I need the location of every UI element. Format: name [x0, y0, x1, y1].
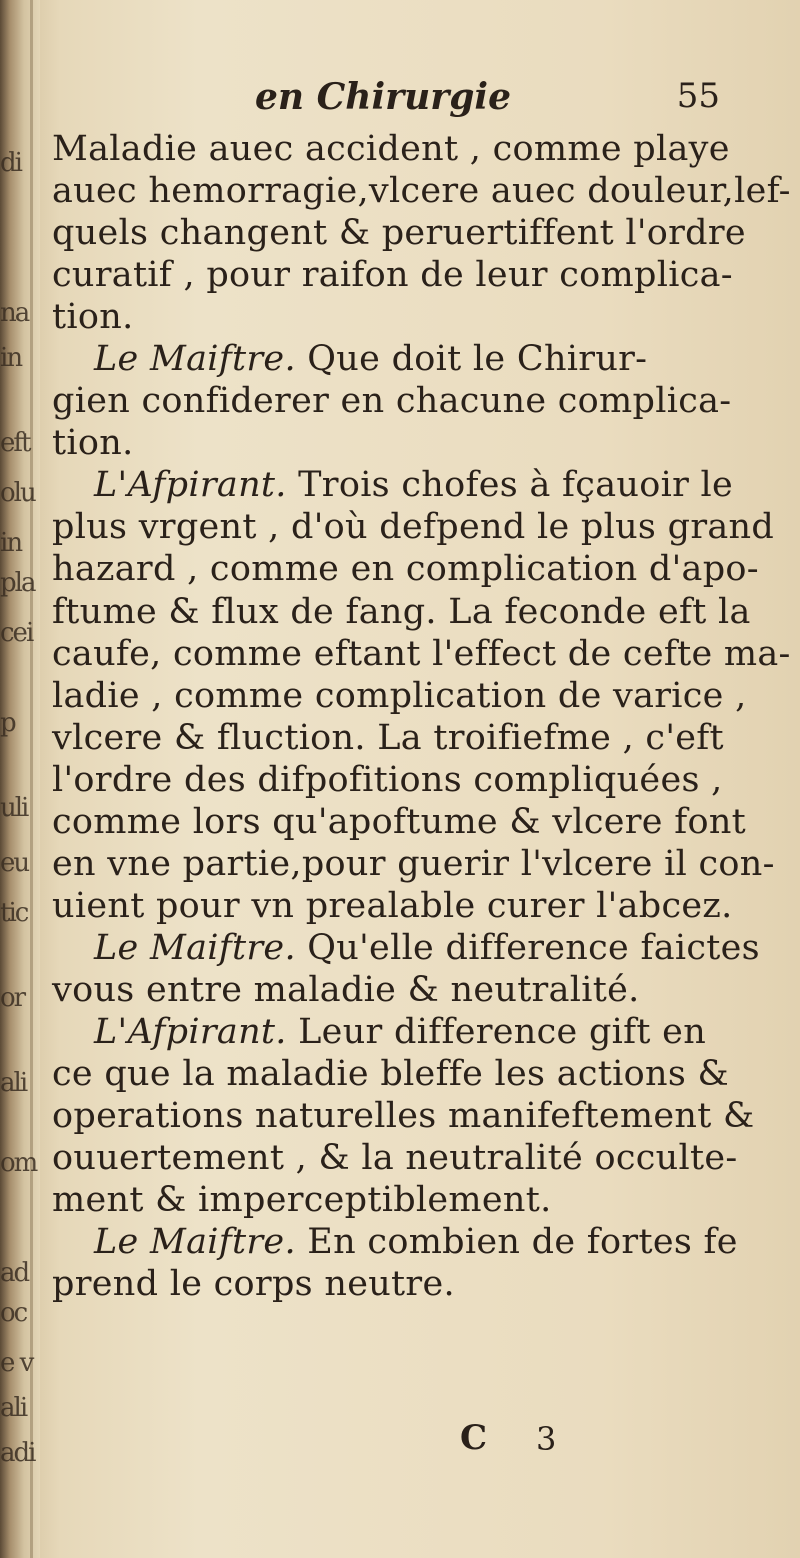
gutter-fragment: eft	[0, 428, 30, 458]
gutter-fragment: na	[0, 298, 29, 328]
gutter-fragment: om	[0, 1148, 37, 1178]
text-line	[52, 675, 747, 717]
line-text: ftume & flux de fang. La feconde eft la	[52, 591, 751, 632]
line-text: ment & imperceptiblement.	[52, 1180, 552, 1221]
text-line	[52, 1221, 738, 1263]
text-line	[52, 969, 712, 1011]
body-text	[52, 128, 791, 1305]
line-text: caufe, comme eftant l'effect de cefte ma-	[52, 633, 791, 674]
gutter-fragment: cei	[0, 618, 33, 648]
line-text: curatif , pour raifon de leur complica-	[52, 255, 733, 296]
page-number: 55	[676, 76, 720, 116]
line-text: auec hemorragie,vlcere auec douleur,lef-	[52, 171, 791, 212]
speaker-label: L'Afpirant.	[94, 1011, 287, 1052]
text-line	[52, 1263, 712, 1305]
line-text: Maladie auec accident , comme playe	[52, 129, 730, 169]
gutter-fragment: p	[0, 708, 15, 738]
text-line	[52, 633, 791, 675]
line-text: tion.	[52, 297, 134, 338]
text-line	[52, 591, 751, 633]
running-title: en Chirurgie	[255, 76, 511, 118]
gutter-fragment: in	[0, 528, 22, 558]
line-text: plus vrgent , d'où defpend le plus grand	[52, 507, 775, 548]
line-text: ce que la maladie bleffe les actions &	[52, 1054, 729, 1095]
line-text: hazard , comme en complication d'apo-	[52, 549, 759, 590]
page-header	[60, 76, 720, 126]
text-line	[52, 464, 734, 506]
line-text: vlcere & fluction. La troifiefme , c'eft	[52, 717, 724, 758]
text-line	[52, 1053, 729, 1095]
signature-number: 3	[536, 1420, 557, 1458]
text-line	[52, 128, 730, 170]
speaker-label: L'Afpirant.	[94, 465, 287, 506]
spine-shadow	[30, 0, 33, 1558]
speaker-label: Le Maiftre.	[94, 1222, 296, 1263]
gutter-fragment: eu	[0, 848, 29, 878]
text-line	[52, 885, 733, 927]
gutter-fragment: adi	[0, 1438, 35, 1468]
gutter-fragment: oc	[0, 1298, 27, 1328]
text-line	[52, 296, 712, 338]
text-line	[52, 1179, 712, 1221]
gutter-fragment: e v	[0, 1348, 33, 1378]
line-text: uient pour vn prealable curer l'abcez.	[52, 885, 733, 926]
text-line	[52, 801, 747, 843]
line-text: gien confiderer en chacune complica-	[52, 381, 732, 422]
line-text: en vne partie,pour guerir l'vlcere il con-	[52, 843, 775, 884]
speaker-label: Le Maiftre.	[94, 339, 296, 380]
speaker-label: Le Maiftre.	[94, 927, 296, 968]
text-line	[52, 1011, 712, 1053]
line-text: En combien de fortes fe	[295, 1222, 738, 1263]
text-line	[52, 380, 732, 422]
gutter-fragment: or	[0, 983, 25, 1013]
gutter-fragment: pla	[0, 568, 35, 598]
text-line	[52, 212, 746, 254]
text-line	[52, 717, 724, 759]
line-text: ladie , comme complication de varice ,	[52, 675, 747, 716]
gutter-fragment: ad	[0, 1258, 29, 1288]
gutter-fragment: ali	[0, 1393, 27, 1423]
line-text: ouuertement , & la neutralité occulte-	[52, 1138, 738, 1179]
text-line	[52, 548, 759, 590]
line-text: prend le corps neutre.	[52, 1264, 455, 1305]
gutter-fragment: uli	[0, 793, 28, 823]
text-line	[52, 170, 791, 212]
line-text: comme lors qu'apoftume & vlcere font	[52, 801, 747, 842]
text-line	[52, 1137, 738, 1179]
line-text: Trois chofes à fçauoir le	[286, 465, 734, 506]
line-text: Leur difference gift en	[286, 1011, 707, 1052]
line-text: Qu'elle difference faictes	[295, 927, 760, 968]
text-line	[52, 254, 733, 296]
text-line	[52, 506, 775, 548]
text-line	[52, 338, 712, 380]
text-line	[52, 422, 712, 464]
text-line	[52, 759, 723, 801]
line-text: tion.	[52, 423, 134, 464]
signature-mark: C	[460, 1418, 488, 1458]
text-line	[52, 843, 775, 885]
text-line	[52, 927, 760, 969]
gutter-fragment: tic	[0, 898, 28, 928]
line-text: l'ordre des difpofitions compliquées ,	[52, 759, 723, 800]
gutter-fragment: di	[0, 148, 21, 178]
gutter-fragment: olu	[0, 478, 35, 508]
line-text: quels changent & peruertiffent l'ordre	[52, 213, 746, 254]
line-text: Que doit le Chirur-	[295, 339, 648, 380]
text-line	[52, 1095, 755, 1137]
line-text: vous entre maladie & neutralité.	[52, 969, 640, 1010]
gutter-fragment: ali	[0, 1068, 27, 1098]
gutter-fragment: in	[0, 343, 22, 373]
line-text: operations naturelles manifeftement &	[52, 1096, 755, 1137]
